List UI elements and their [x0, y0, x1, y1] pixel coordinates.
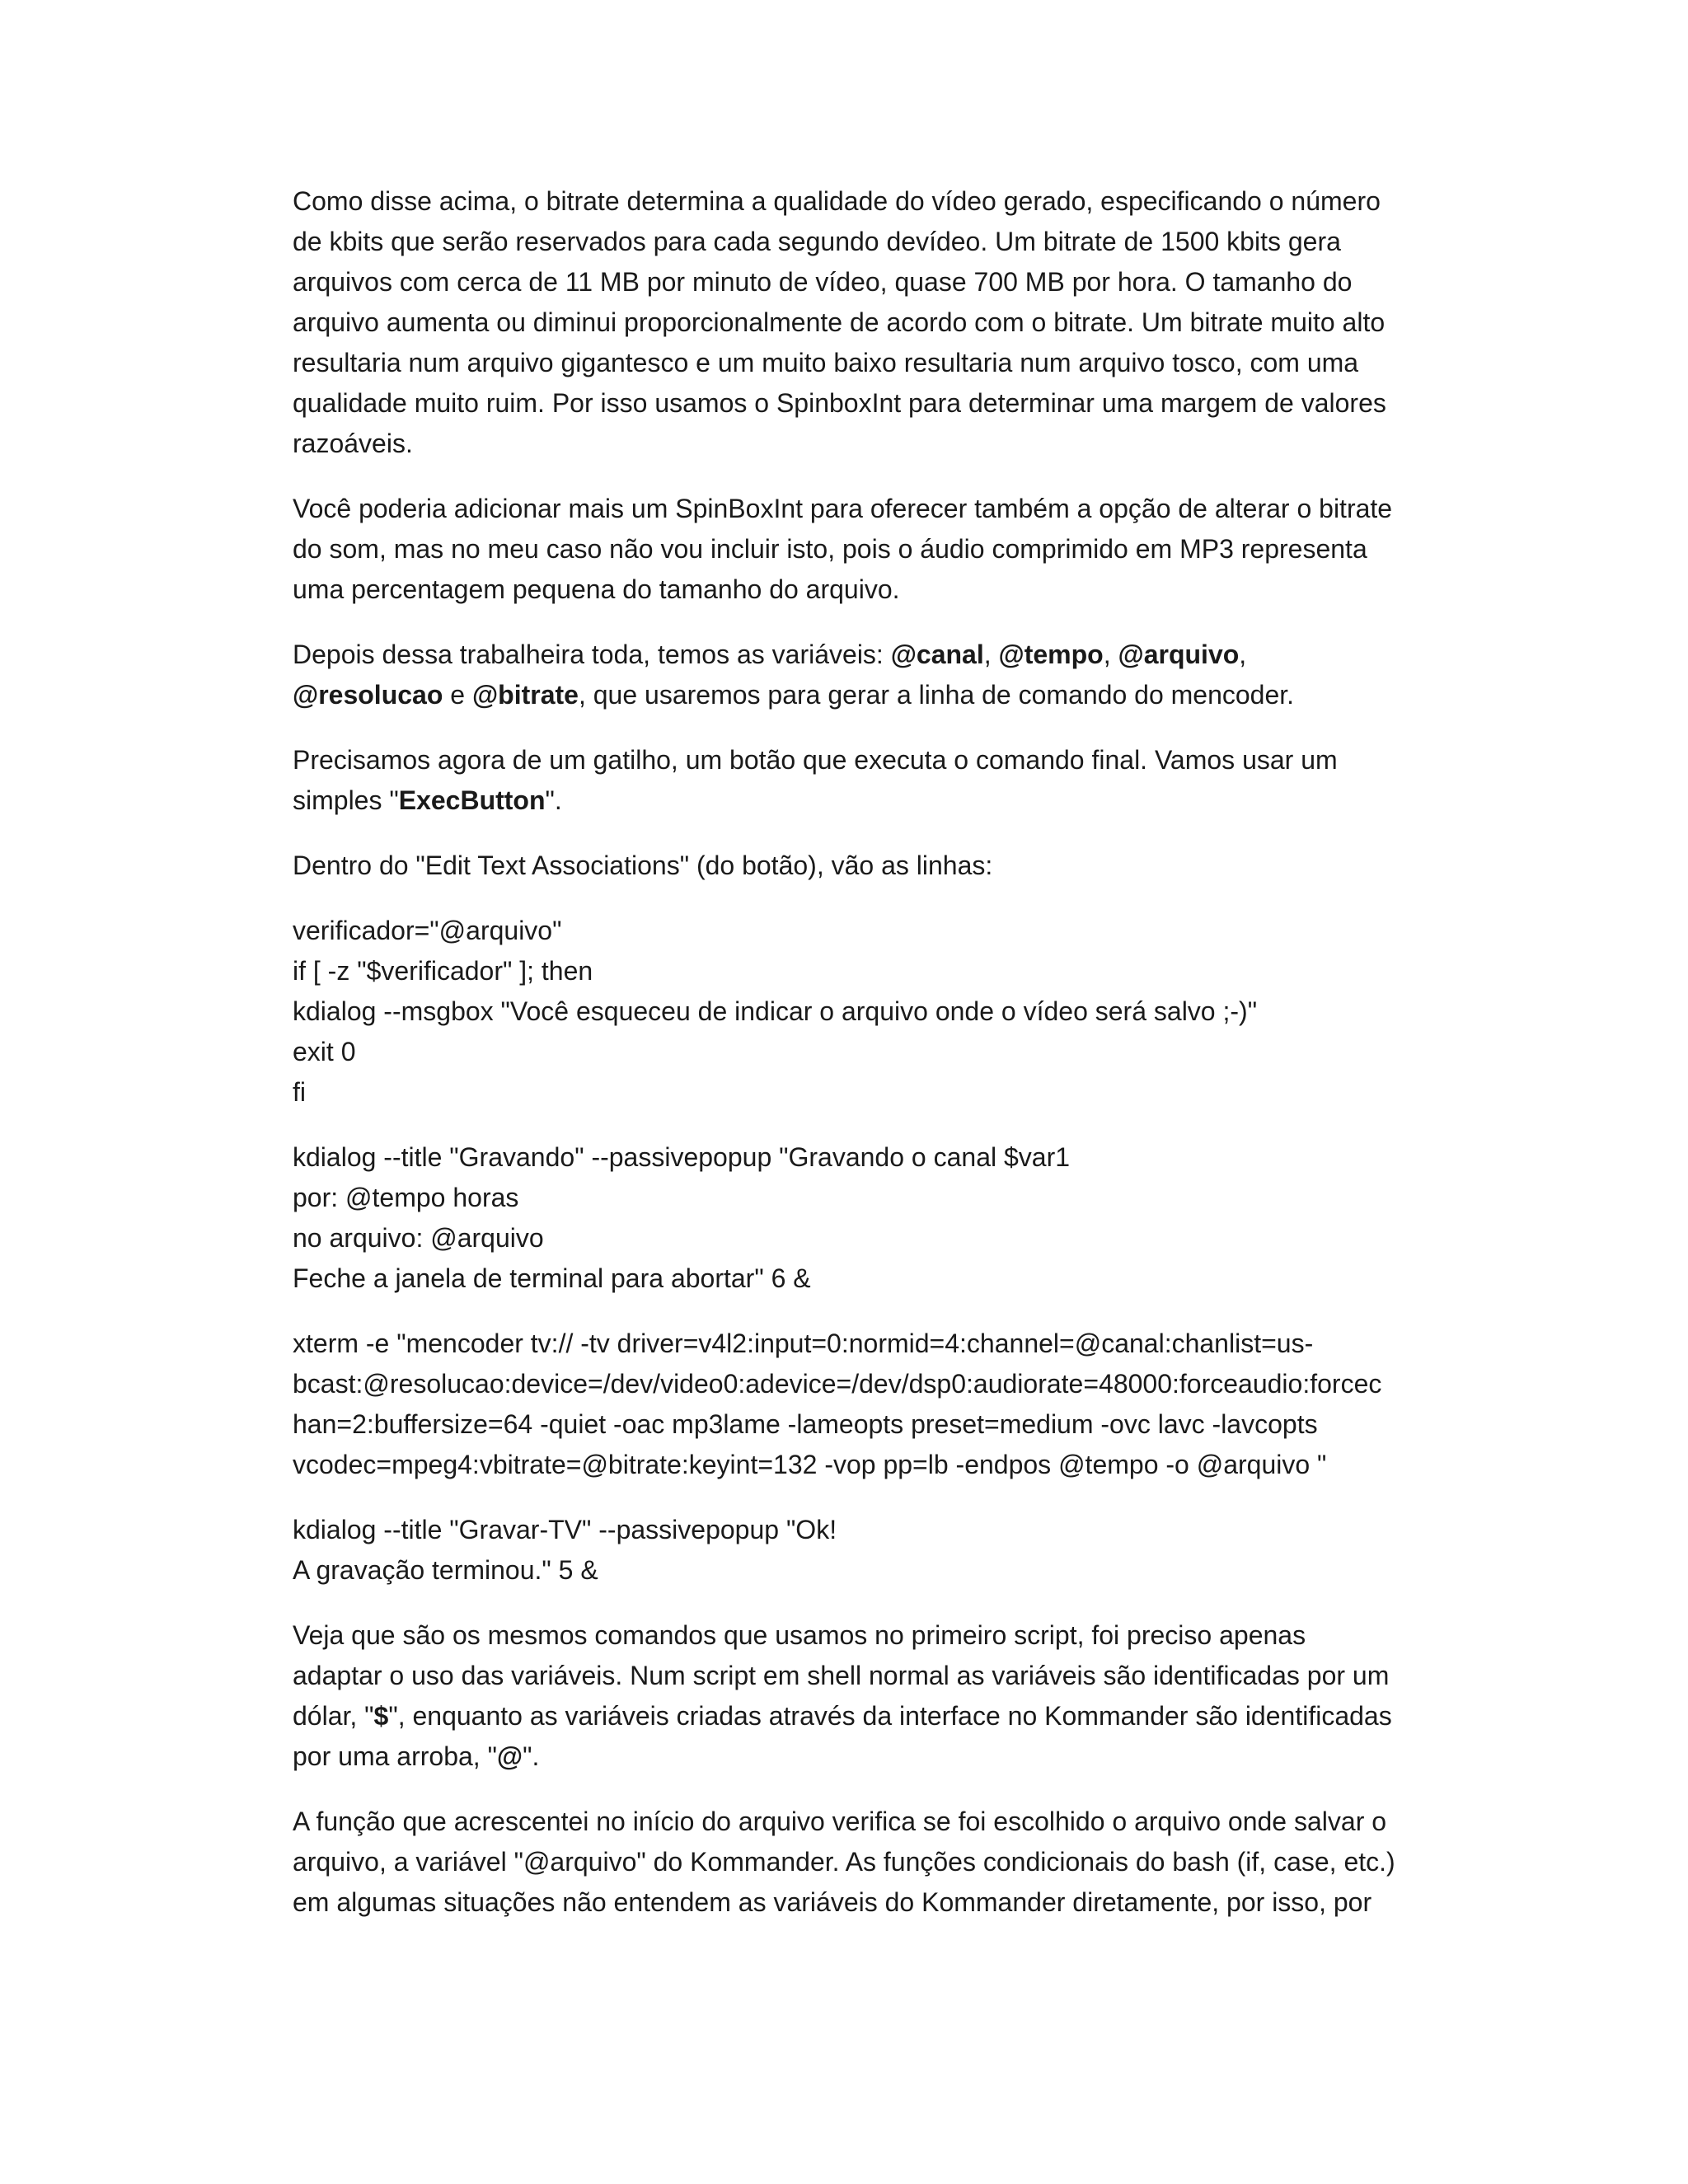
var-tempo: @tempo [998, 640, 1104, 669]
code-block-gravar-tv [293, 1510, 1397, 1591]
execbutton-term: ExecButton [398, 785, 546, 815]
code-block-verificador [293, 911, 1397, 1113]
dollar-symbol: $ [373, 1701, 389, 1731]
paragraph-variables [293, 635, 1397, 715]
paragraph-audio-bitrate: Você poderia adicionar mais um SpinBoxInt para oferecer também a opção de alterar o bitrate do som, mas no meu caso não vou incluir isto, pois o áudio comprimido em MP3 representa uma percentagem pequena do tamanho do arquivo. [293, 494, 1393, 604]
variables-sep-2: , [1103, 640, 1118, 669]
var-arquivo: @arquivo [1118, 640, 1240, 669]
var-canal: @canal [890, 640, 984, 669]
code-line: kdialog --title "Gravando" --passivepopup "Gravando o canal $var1 [293, 1142, 1071, 1172]
code-line: fi [293, 1077, 306, 1107]
notation-text-1: Veja que são os mesmos comandos que usamos no primeiro script, foi preciso apenas adaptar o uso das variáveis. Num script em shell normal as variáveis são identificadas por um dólar, " [293, 1620, 1390, 1731]
code-line: vcodec=mpeg4:vbitrate=@bitrate:keyint=132 -vop pp=lb -endpos @tempo -o @arquivo " [293, 1450, 1327, 1479]
variables-sep-1: , [983, 640, 999, 669]
code-line: A gravação terminou." 5 & [293, 1555, 598, 1585]
code-line: verificador="@arquivo" [293, 916, 562, 945]
var-resolucao: @resolucao [293, 680, 443, 710]
code-line: Feche a janela de terminal para abortar" 6 & [293, 1263, 811, 1293]
code-line: kdialog --msgbox "Você esqueceu de indicar o arquivo onde o vídeo será salvo ;-)" [293, 996, 1258, 1026]
code-block-gravando [293, 1137, 1397, 1299]
paragraph-function-explanation: A função que acrescentei no início do arquivo verifica se foi escolhido o arquivo onde salvar o arquivo, a variável "@arquivo" do Kommander. As funções condicionais do bash (if, case, etc.) em algumas situações não entendem as variáveis do Kommander diretamente, por isso, por [293, 1807, 1395, 1917]
notation-text-3: ". [523, 1741, 540, 1771]
code-line: por: @tempo horas [293, 1183, 519, 1212]
variables-sep-3: , [1239, 640, 1247, 669]
notation-text-2: ", enquanto as variáveis criadas através da interface no Kommander são identificadas por uma arroba, " [293, 1701, 1392, 1771]
code-line: xterm -e "mencoder tv:// -tv driver=v4l2:input=0:normid=4:channel=@canal:chanlist=us- [293, 1329, 1314, 1358]
paragraph-trigger-button [293, 740, 1397, 821]
trigger-outro-text: ". [545, 785, 562, 815]
at-symbol: @ [496, 1741, 523, 1771]
code-line: kdialog --title "Gravar-TV" --passivepopup "Ok! [293, 1515, 837, 1544]
code-line: if [ -z "$verificador" ]; then [293, 956, 593, 986]
code-block-mencoder [293, 1324, 1397, 1485]
document-page [293, 181, 1397, 1947]
paragraph-bitrate-explanation: Como disse acima, o bitrate determina a qualidade do vídeo gerado, especificando o número de kbits que serão reservados para cada segundo devídeo. Um bitrate de 1500 kbits gera arquivos com cerca de 11 MB por minuto de vídeo, quase 700 MB por hora. O tamanho do arquivo aumenta ou diminui proporcionalmente de acordo com o bitrate. Um bitrate muito alto resultaria num arquivo gigantesco e um muito baixo resultaria num arquivo tosco, com uma qualidade muito ruim. Por isso usamos o SpinboxInt para determinar uma margem de valores razoáveis. [293, 186, 1386, 458]
variables-intro-text: Depois dessa trabalheira toda, temos as variáveis: [293, 640, 891, 669]
code-line: han=2:buffersize=64 -quiet -oac mp3lame -lameopts preset=medium -ovc lavc -lavcopts [293, 1409, 1318, 1439]
trigger-intro-text: Precisamos agora de um gatilho, um botão que executa o comando final. Vamos usar um simples " [293, 745, 1338, 815]
code-line: no arquivo: @arquivo [293, 1223, 544, 1253]
var-bitrate: @bitrate [471, 680, 579, 710]
paragraph-edit-text-associations: Dentro do "Edit Text Associations" (do botão), vão as linhas: [293, 851, 993, 880]
code-line: exit 0 [293, 1037, 356, 1066]
paragraph-variable-notation [293, 1615, 1397, 1777]
variables-sep-4: e [443, 680, 472, 710]
code-line: bcast:@resolucao:device=/dev/video0:adevice=/dev/dsp0:audiorate=48000:forceaudio:forcec [293, 1369, 1382, 1399]
variables-outro-text: , que usaremos para gerar a linha de comando do mencoder. [578, 680, 1295, 710]
